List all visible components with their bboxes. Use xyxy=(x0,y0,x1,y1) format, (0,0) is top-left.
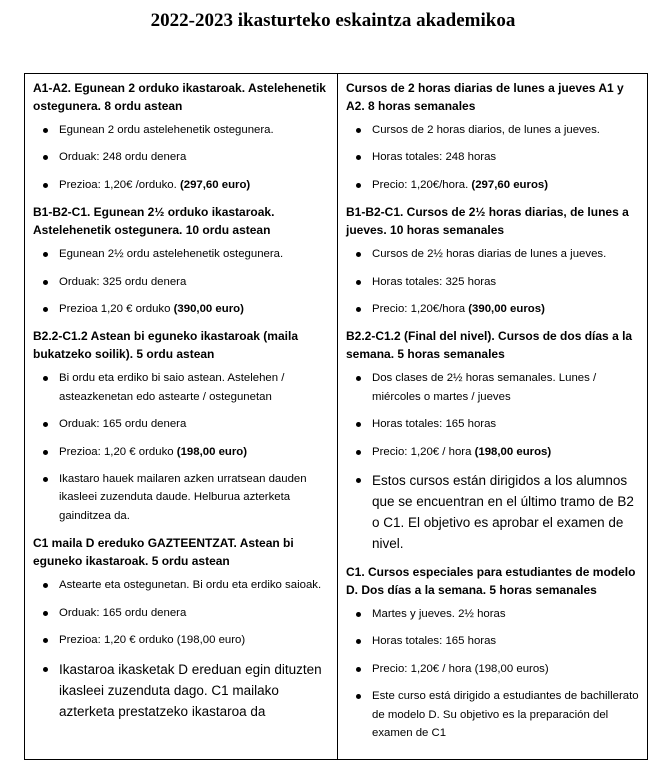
list-item xyxy=(33,148,329,166)
bullet-icon xyxy=(356,280,361,285)
list-item xyxy=(33,121,329,139)
offer-table xyxy=(24,73,648,760)
bullet-icon xyxy=(43,450,48,455)
list-item xyxy=(346,415,639,433)
item-text: Prezioa 1,20 € orduko xyxy=(59,303,174,316)
list-item xyxy=(33,631,329,649)
item-text: Dos clases de 2½ horas semanales. Lunes / miércoles o martes / jueves xyxy=(372,372,597,403)
bullet-icon xyxy=(43,583,48,588)
document-title: 2022-2023 ikasturteko eskaintza akademikoa xyxy=(150,10,516,31)
bullet-icon xyxy=(356,155,361,160)
course-heading: B2.2-C1.2 Astean bi eguneko ikastaroak (maila bukatzeko soilik). 5 ordu astean xyxy=(33,329,298,362)
bullet-icon xyxy=(43,128,48,133)
bullet-icon xyxy=(356,478,361,483)
list-item xyxy=(346,300,639,318)
item-text: Orduak: 165 ordu denera xyxy=(59,418,187,431)
bullet-icon xyxy=(356,183,361,188)
bullet-icon xyxy=(43,280,48,285)
course-heading: Cursos de 2 horas diarias de lunes a jueves A1 y A2. 8 horas semanales xyxy=(346,81,624,113)
course-details-list xyxy=(33,576,329,721)
list-item xyxy=(33,604,329,622)
item-text: Horas totales: 165 horas xyxy=(372,635,497,648)
bullet-icon xyxy=(43,155,48,160)
bullet-icon xyxy=(43,638,48,643)
list-item xyxy=(33,415,329,433)
list-item xyxy=(346,148,639,166)
course-details-list xyxy=(346,245,639,318)
item-text: Horas totales: 248 horas xyxy=(372,151,497,164)
item-text: Prezioa: 1,20 € orduko xyxy=(59,445,177,458)
list-item xyxy=(33,576,329,594)
item-text: Prezioa: 1,20 € orduko (198,00 euro) xyxy=(59,634,246,647)
price-total: (390,00 euros) xyxy=(468,303,545,316)
item-text: Orduak: 248 ordu denera xyxy=(59,151,187,164)
item-text: Cursos de 2½ horas diarias de lunes a jueves. xyxy=(372,248,607,261)
price-total: (390,00 euro) xyxy=(173,303,244,316)
bullet-icon xyxy=(356,667,361,672)
bullet-icon xyxy=(356,376,361,381)
list-item xyxy=(33,659,329,722)
item-text: Prezioa: 1,20€ /orduko. xyxy=(59,178,180,191)
course-details-list xyxy=(346,605,639,742)
list-item xyxy=(33,369,329,406)
course-details-list xyxy=(33,245,329,318)
list-item xyxy=(346,245,639,263)
course-heading: A1-A2. Egunean 2 orduko ikastaroak. Astelehenetik ostegunera. 8 ordu astean xyxy=(33,81,326,113)
bullet-icon xyxy=(356,694,361,699)
bullet-icon xyxy=(43,422,48,427)
list-item xyxy=(346,369,639,406)
list-item xyxy=(346,176,639,194)
bullet-icon xyxy=(356,612,361,617)
list-item xyxy=(346,121,639,139)
list-item xyxy=(346,632,639,650)
course-details-list xyxy=(33,121,329,194)
list-item xyxy=(33,245,329,263)
list-item xyxy=(346,273,639,291)
bullet-icon xyxy=(43,307,48,312)
item-text: Egunean 2 ordu astelehenetik ostegunera. xyxy=(59,124,274,136)
course-heading: B1-B2-C1. Egunean 2½ orduko ikastaroak. Astelehenetik ostegunera. 10 ordu astean xyxy=(33,205,275,238)
bullet-icon xyxy=(356,639,361,644)
item-text: Este curso está dirigido a estudiantes de bachillerato de modelo D. Su objetivo es la preparación del examen de C1 xyxy=(372,690,639,740)
item-text: Precio: 1,20€ / hora xyxy=(372,445,475,458)
bullet-icon xyxy=(356,128,361,133)
price-total: (297,60 euros) xyxy=(471,178,549,191)
course-heading: C1. Cursos especiales para estudiantes de modelo D. Dos días a la semana. 5 horas semanales xyxy=(346,565,636,598)
bullet-icon xyxy=(43,611,48,616)
course-details-list xyxy=(33,369,329,525)
list-item xyxy=(33,300,329,318)
item-text: Ikastaro hauek mailaren azken urratsean dauden ikasleei zuzenduta daude. Helburua azterketa gainditzea da. xyxy=(59,473,307,522)
price-total: (198,00 euro) xyxy=(176,445,248,458)
course-heading: C1 maila D ereduko GAZTEENTZAT. Astean bi eguneko ikastaroak. 5 ordu astean xyxy=(33,536,294,569)
course-heading: B1-B2-C1. Cursos de 2½ horas diarias, de lunes a jueves. 10 horas semanales xyxy=(346,205,629,238)
item-text: Cursos de 2 horas diarios, de lunes a jueves. xyxy=(372,124,600,136)
basque-column xyxy=(25,74,338,759)
item-text: Precio: 1,20€/hora. xyxy=(372,178,472,191)
list-item xyxy=(346,687,639,742)
price-total: (198,00 euros) xyxy=(474,445,552,458)
bullet-icon xyxy=(43,376,48,381)
item-text: Ikastaroa ikasketak D ereduan egin dituzten ikasleei zuzenduta dago. C1 mailako azterketa prestatzeko ikastaroa da xyxy=(59,661,322,719)
bullet-icon xyxy=(43,183,48,188)
item-text: Martes y jueves. 2½ horas xyxy=(372,608,506,621)
item-text: Precio: 1,20€/hora xyxy=(372,303,469,316)
course-heading: B2.2-C1.2 (Final del nivel). Cursos de dos días a la semana. 5 horas semanales xyxy=(346,329,633,362)
bullet-icon xyxy=(356,307,361,312)
course-details-list xyxy=(346,369,639,554)
item-text: Estos cursos están dirigidos a los alumnos que se encuentran en el último tramo de B2 o C1. El objetivo es aprobar el examen de nivel. xyxy=(372,473,634,552)
item-text: Orduak: 165 ordu denera xyxy=(59,606,187,619)
bullet-icon xyxy=(356,422,361,427)
item-text: Bi ordu eta erdiko bi saio astean. Astelehen / asteazkenetan edo astearte / ostegunetan xyxy=(59,372,285,403)
item-text: Horas totales: 325 horas xyxy=(372,275,497,288)
list-item xyxy=(33,273,329,291)
course-details-list xyxy=(346,121,639,194)
bullet-icon xyxy=(356,252,361,257)
item-text: Orduak: 325 ordu denera xyxy=(59,275,187,288)
list-item xyxy=(346,470,639,554)
bullet-icon xyxy=(43,252,48,257)
bullet-icon xyxy=(43,477,48,482)
bullet-icon xyxy=(43,667,48,672)
list-item xyxy=(33,176,329,194)
list-item xyxy=(346,605,639,623)
list-item xyxy=(33,470,329,525)
list-item xyxy=(346,443,639,461)
item-text: Precio: 1,20€ / hora (198,00 euros) xyxy=(372,662,549,675)
bullet-icon xyxy=(356,450,361,455)
item-text: Astearte eta ostegunetan. Bi ordu eta erdiko saioak. xyxy=(59,579,322,592)
list-item xyxy=(346,660,639,678)
item-text: Egunean 2½ ordu astelehenetik ostegunera. xyxy=(59,248,284,261)
item-text: Horas totales: 165 horas xyxy=(372,418,497,431)
list-item xyxy=(33,443,329,461)
price-total: (297,60 euro) xyxy=(179,178,251,191)
spanish-column xyxy=(338,74,647,759)
